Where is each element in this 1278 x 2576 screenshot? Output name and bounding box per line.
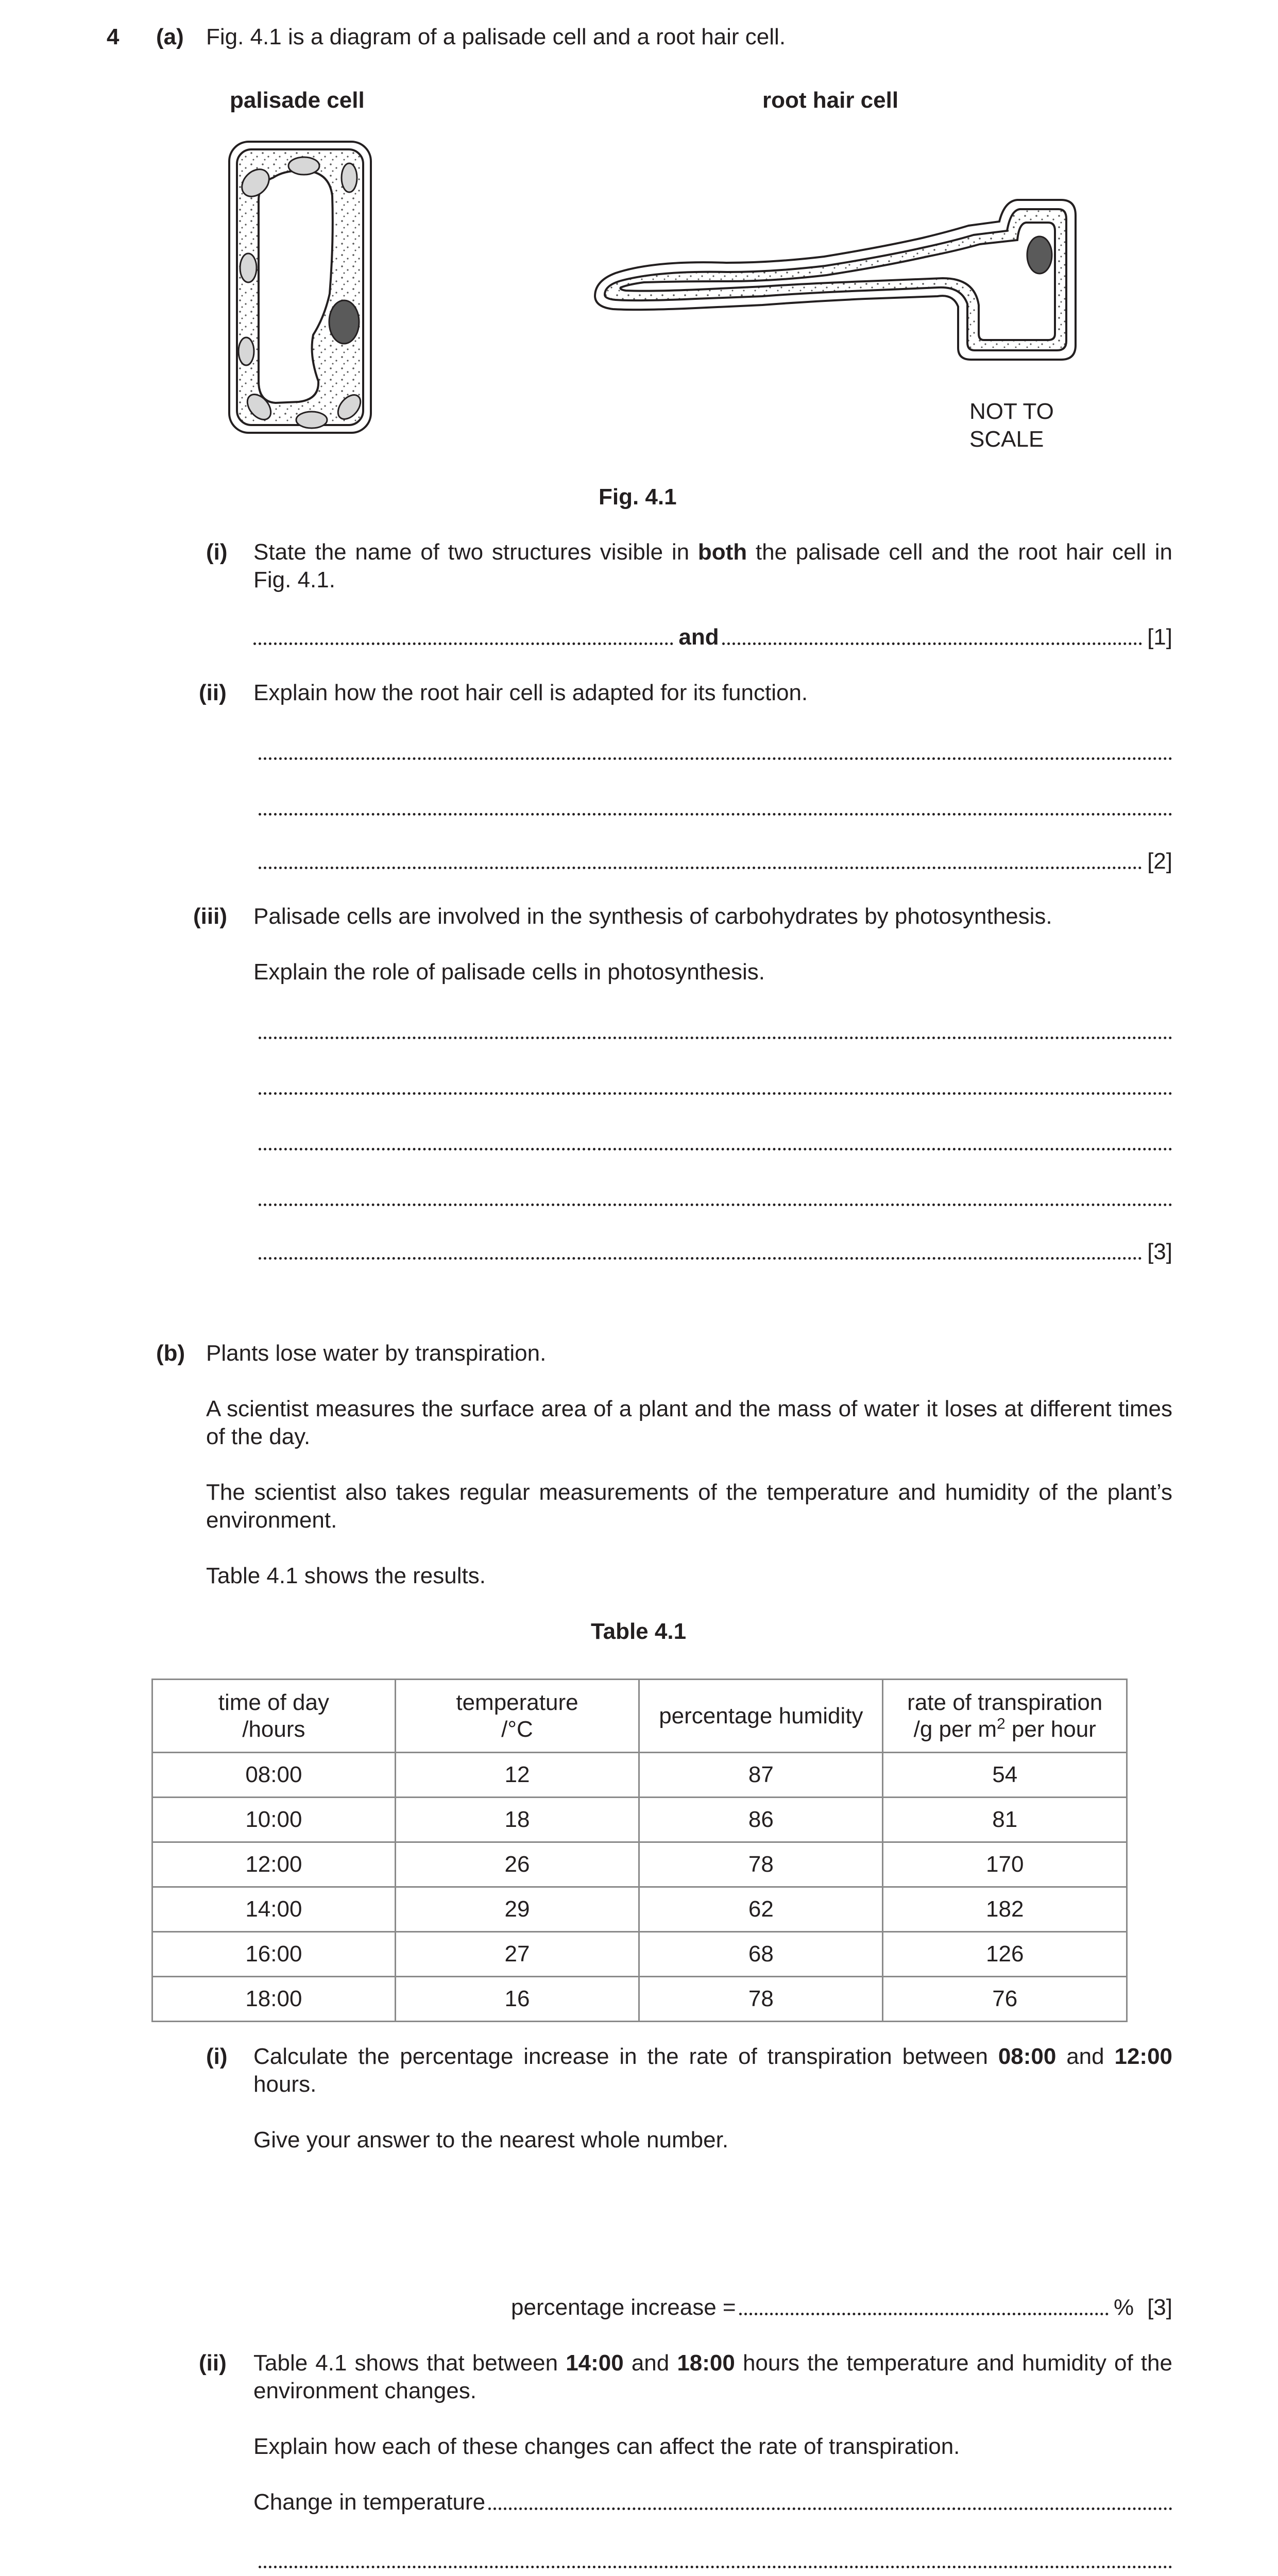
a-i-question: State the name of two structures visible in both the palisade cell and the root hair cell in Fig. 4.1. <box>253 539 1172 592</box>
cell-humidity: 87 <box>639 1753 883 1798</box>
figure-caption: Fig. 4.1 <box>599 484 677 510</box>
header-time: time of day /hours <box>152 1680 396 1753</box>
cell-humidity: 78 <box>639 1842 883 1887</box>
a-iii-question-1: Palisade cells are involved in the synthesis of carbohydrates by photosynthesis. <box>253 904 1052 929</box>
part-a-label: (a) <box>156 24 184 49</box>
cell-rate: 54 <box>883 1753 1127 1798</box>
b-i-question: Calculate the percentage increase in the rate of transpiration between 08:00 and 12:00 hours. <box>253 2044 1173 2097</box>
cell-time: 10:00 <box>152 1798 396 1842</box>
a-ii-answer-line-3[interactable] <box>259 848 1172 875</box>
a-ii-mark: [2] <box>1147 849 1172 874</box>
cell-humidity: 86 <box>639 1798 883 1842</box>
a-iii-answer-line-4[interactable] <box>259 1204 1172 1206</box>
cell-humidity: 78 <box>639 1977 883 2022</box>
a-i-mark: [1] <box>1147 624 1172 650</box>
palisade-cell-label: palisade cell <box>230 88 365 113</box>
cell-rate: 170 <box>883 1842 1127 1887</box>
cell-temperature: 26 <box>395 1842 639 1887</box>
a-iii-question-2: Explain the role of palisade cells in photosynthesis. <box>253 959 765 985</box>
header-rate: rate of transpiration /g per $m^2$ per hour <box>883 1680 1127 1753</box>
cell-humidity: 62 <box>639 1887 883 1932</box>
part-b-intro: Plants lose water by transpiration. <box>206 1341 547 1366</box>
b-i-mark: [3] <box>1147 2295 1172 2320</box>
change-temperature-line[interactable] <box>253 2488 1172 2516</box>
cell-rate: 126 <box>883 1932 1127 1977</box>
part-a-intro: Fig. 4.1 is a diagram of a palisade cell and a root hair cell. <box>206 24 786 49</box>
a-i-answer-line[interactable] <box>253 623 1172 651</box>
percentage-increase-label: percentage increase = <box>511 2295 736 2320</box>
cell-temperature: 18 <box>395 1798 639 1842</box>
a-i-label: (i) <box>206 539 228 565</box>
cell-temperature: 12 <box>395 1753 639 1798</box>
part-b-paragraph-3: Table 4.1 shows the results. <box>206 1563 486 1588</box>
not-to-scale-line-1: NOT TO <box>969 399 1054 424</box>
a-iii-mark: [3] <box>1147 1239 1172 1264</box>
not-to-scale-line-2: SCALE <box>969 427 1044 452</box>
table-row <box>152 1842 1127 1887</box>
cell-time: 12:00 <box>152 1842 396 1887</box>
palisade-cell-diagram <box>227 139 376 438</box>
header-temperature: temperature /°C <box>395 1680 639 1753</box>
a-ii-answer-line-1[interactable] <box>259 757 1172 760</box>
percent-unit: % <box>1113 2295 1134 2320</box>
cell-temperature: 27 <box>395 1932 639 1977</box>
a-ii-label: (ii) <box>199 680 227 705</box>
table-row <box>152 1798 1127 1842</box>
cell-time: 08:00 <box>152 1753 396 1798</box>
part-b-paragraph-2: The scientist also takes regular measurements of the temperature and humidity of the plant’s environment. <box>206 1480 1172 1533</box>
cell-rate: 81 <box>883 1798 1127 1842</box>
root-hair-cell-diagram <box>592 191 1082 381</box>
cell-humidity: 68 <box>639 1932 883 1977</box>
b-i-label: (i) <box>206 2044 228 2069</box>
a-ii-answer-line-2[interactable] <box>259 813 1172 816</box>
a-iii-answer-line-1[interactable] <box>259 1037 1172 1039</box>
part-b-label: (b) <box>156 1341 185 1366</box>
root-hair-cell-label: root hair cell <box>762 88 899 113</box>
a-iii-label: (iii) <box>193 904 227 929</box>
change-temperature-label: Change in temperature <box>253 2489 486 2515</box>
b-ii-question: Table 4.1 shows that between 14:00 and 18:00 hours the temperature and humidity of the environment changes. <box>253 2350 1172 2403</box>
table-caption: Table 4.1 <box>591 1619 687 1644</box>
cell-rate: 182 <box>883 1887 1127 1932</box>
table-header-row <box>152 1680 1127 1753</box>
b-i-instruction: Give your answer to the nearest whole number. <box>253 2127 729 2153</box>
table-row <box>152 1887 1127 1932</box>
b-i-answer-line[interactable] <box>511 2294 1172 2321</box>
cell-time: 16:00 <box>152 1932 396 1977</box>
and-label: and <box>678 624 719 650</box>
a-iii-answer-line-2[interactable] <box>259 1092 1172 1095</box>
table-row <box>152 1753 1127 1798</box>
part-b-paragraph-1: A scientist measures the surface area of a plant and the mass of water it loses at different times of the day. <box>206 1396 1172 1449</box>
cell-temperature: 16 <box>395 1977 639 2022</box>
change-temperature-answer-line-2[interactable] <box>259 2566 1172 2568</box>
table-row <box>152 1977 1127 2022</box>
b-ii-instruction: Explain how each of these changes can affect the rate of transpiration. <box>253 2434 960 2459</box>
table-4-1 <box>151 1679 1128 2022</box>
cell-rate: 76 <box>883 1977 1127 2022</box>
a-ii-question: Explain how the root hair cell is adapted for its function. <box>253 680 808 705</box>
a-iii-answer-line-3[interactable] <box>259 1148 1172 1150</box>
b-ii-label: (ii) <box>199 2350 227 2376</box>
cell-time: 18:00 <box>152 1977 396 2022</box>
a-iii-answer-line-5[interactable] <box>259 1238 1172 1266</box>
question-number: 4 <box>107 24 120 49</box>
table-row <box>152 1932 1127 1977</box>
cell-temperature: 29 <box>395 1887 639 1932</box>
header-humidity: percentage humidity <box>639 1680 883 1753</box>
cell-time: 14:00 <box>152 1887 396 1932</box>
